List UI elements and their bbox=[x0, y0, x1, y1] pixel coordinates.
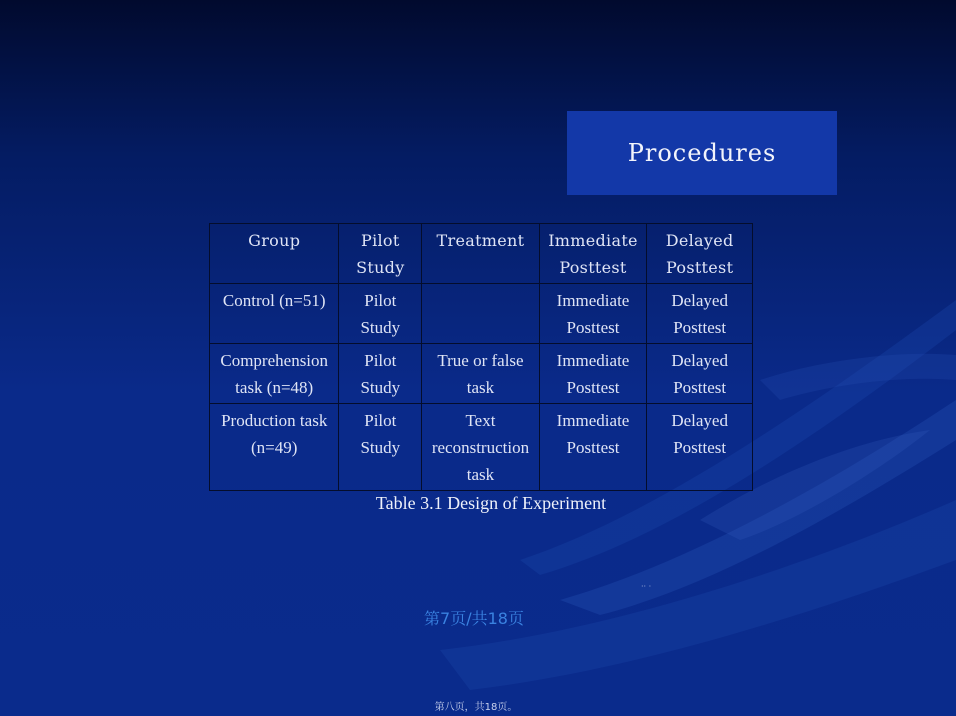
table-cell: Immediate Posttest bbox=[539, 284, 647, 344]
footer-page-note: 第八页，共18页。 bbox=[434, 702, 518, 713]
table-cell: Delayed Posttest bbox=[647, 284, 753, 344]
header-cell: Delayed Posttest bbox=[647, 224, 753, 284]
page-indicator: 第7页/共18页 bbox=[424, 609, 524, 628]
table-cell: True or false task bbox=[422, 344, 539, 404]
table-cell: Comprehension task (n=48) bbox=[210, 344, 339, 404]
table-cell: Immediate Posttest bbox=[539, 344, 647, 404]
table-cell: Delayed Posttest bbox=[647, 344, 753, 404]
table-cell: Delayed Posttest bbox=[647, 404, 753, 491]
table-cell: Text reconstruction task bbox=[422, 404, 539, 491]
header-cell: Immediate Posttest bbox=[539, 224, 647, 284]
table-row bbox=[210, 404, 753, 491]
table-cell bbox=[422, 284, 539, 344]
table-cell: Immediate Posttest bbox=[539, 404, 647, 491]
header-cell: Treatment bbox=[422, 224, 539, 284]
table-cell: Control (n=51) bbox=[210, 284, 339, 344]
table-cell: Pilot Study bbox=[339, 404, 422, 491]
table-row bbox=[210, 344, 753, 404]
header-cell: Pilot Study bbox=[339, 224, 422, 284]
table-caption: Table 3.1 Design of Experiment bbox=[375, 493, 607, 513]
design-table bbox=[209, 223, 753, 491]
table-cell: Production task (n=49) bbox=[210, 404, 339, 491]
header-cell: Group bbox=[210, 224, 339, 284]
title-box bbox=[567, 111, 837, 195]
table-row bbox=[210, 284, 753, 344]
small-marks: ·· · bbox=[641, 582, 652, 591]
table-header-row bbox=[210, 224, 753, 284]
slide-title: Procedures bbox=[627, 139, 777, 167]
table-cell: Pilot Study bbox=[339, 284, 422, 344]
table-cell: Pilot Study bbox=[339, 344, 422, 404]
